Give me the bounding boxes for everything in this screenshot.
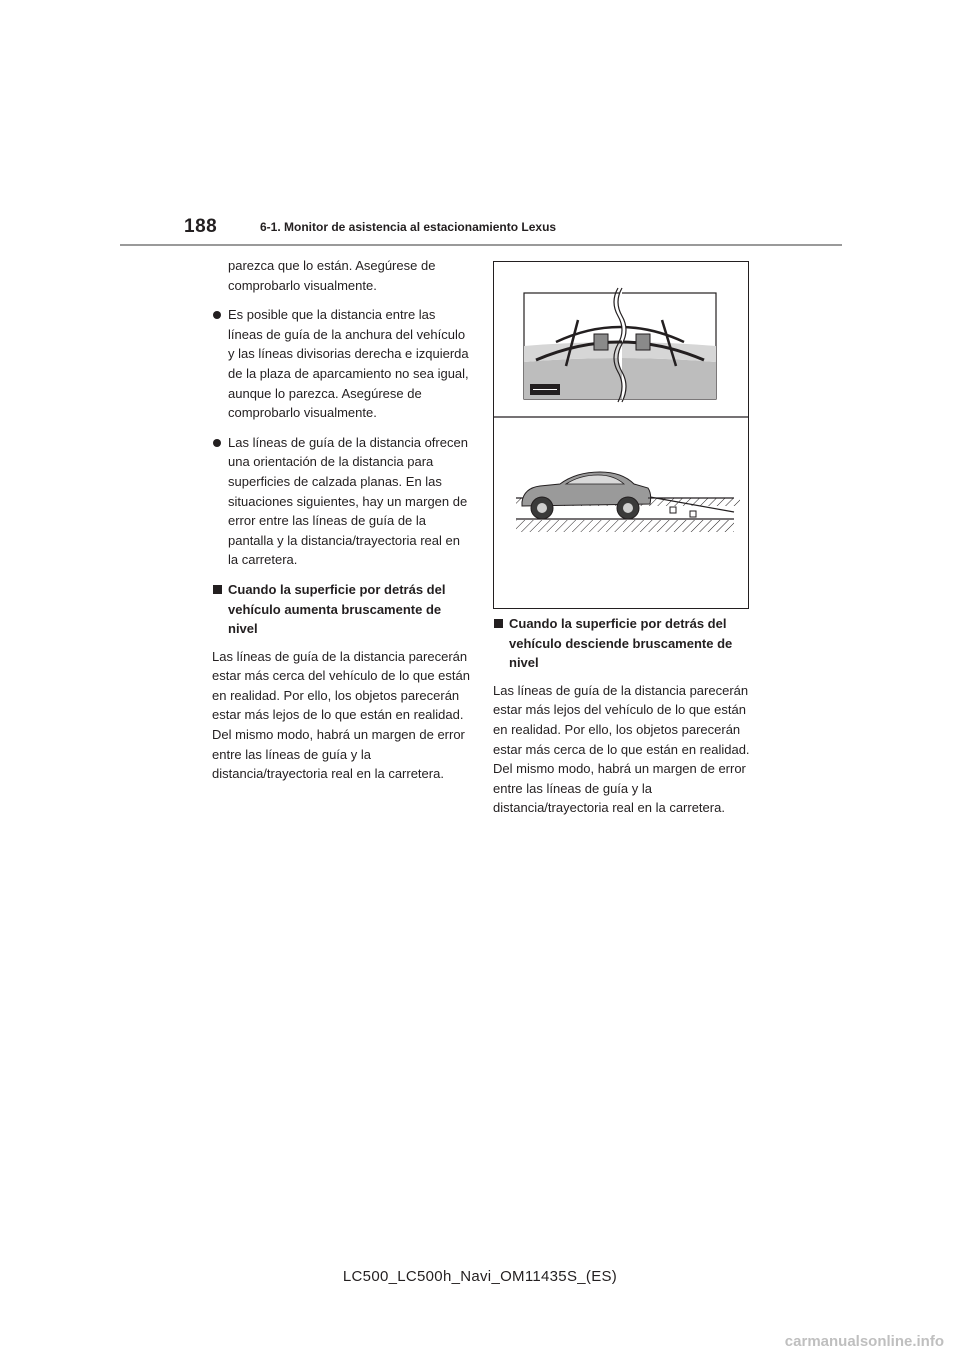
distance-marker	[690, 511, 696, 517]
bullet-item	[212, 305, 470, 423]
model-code: LC500_LC500h_Navi_OM11435S_(ES)	[342, 1268, 618, 1285]
header-divider	[120, 244, 842, 246]
watermark: carmanualsonline.info	[784, 1333, 944, 1350]
page-number: 188	[184, 216, 218, 237]
subsection-heading	[212, 580, 470, 639]
bullet-icon	[213, 311, 221, 319]
square-bullet-icon	[494, 619, 503, 628]
bullet-text: Las líneas de guía de la distancia ofrecen una orientación de la distancia para superficies de calzada planas. En las situaciones siguientes, hay un margen de error entre las líneas de guía de la pantalla y la distancia/trayectoria real en la carretera.	[228, 434, 468, 568]
left-column	[212, 256, 470, 784]
heading-text: Cuando la superficie por detrás del vehículo aumenta bruscamente de nivel	[228, 581, 446, 637]
subsection-heading	[493, 614, 755, 673]
object-marker	[594, 334, 608, 350]
body-paragraph: Las líneas de guía de la distancia parecerán estar más cerca del vehículo de lo que están en realidad. Por ello, los objetos parecerán estar más lejos de lo que están en realidad. Del mismo modo, habrá un margen de error entre las líneas de guía y la distancia/trayectoria real en la carretera.	[212, 648, 470, 782]
distance-marker	[670, 507, 676, 513]
bullet-icon	[213, 439, 221, 447]
bullet-text: Es posible que la distancia entre las líneas de guía de la anchura del vehículo y las líneas divisorias derecha e izquierda de la plaza de aparcamiento no sea igual, aunque lo parezca. Asegúrese de comprobarlo visualmente.	[228, 307, 469, 421]
body-paragraph: Las líneas de guía de la distancia parecerán estar más lejos del vehículo de lo que están en realidad. Por ello, los objetos parecerán estar más cerca de lo que están en realidad. Del mismo modo, habrá un margen de error entre las líneas de guía y la distancia/trayectoria real en la carretera.	[493, 682, 750, 816]
bullet-item	[212, 433, 470, 570]
right-column	[493, 614, 755, 818]
square-bullet-icon	[213, 585, 222, 594]
car-side-view	[516, 472, 740, 532]
illustration-figure	[493, 261, 749, 609]
continuation-text: parezca que lo están. Asegúrese de comprobarlo visualmente.	[228, 258, 436, 293]
heading-text: Cuando la superficie por detrás del vehículo desciende bruscamente de nivel	[509, 616, 733, 671]
section-title: 6-1. Monitor de asistencia al estacionamiento Lexus	[260, 220, 557, 234]
object-marker	[636, 334, 650, 350]
camera-diagram	[494, 262, 748, 608]
